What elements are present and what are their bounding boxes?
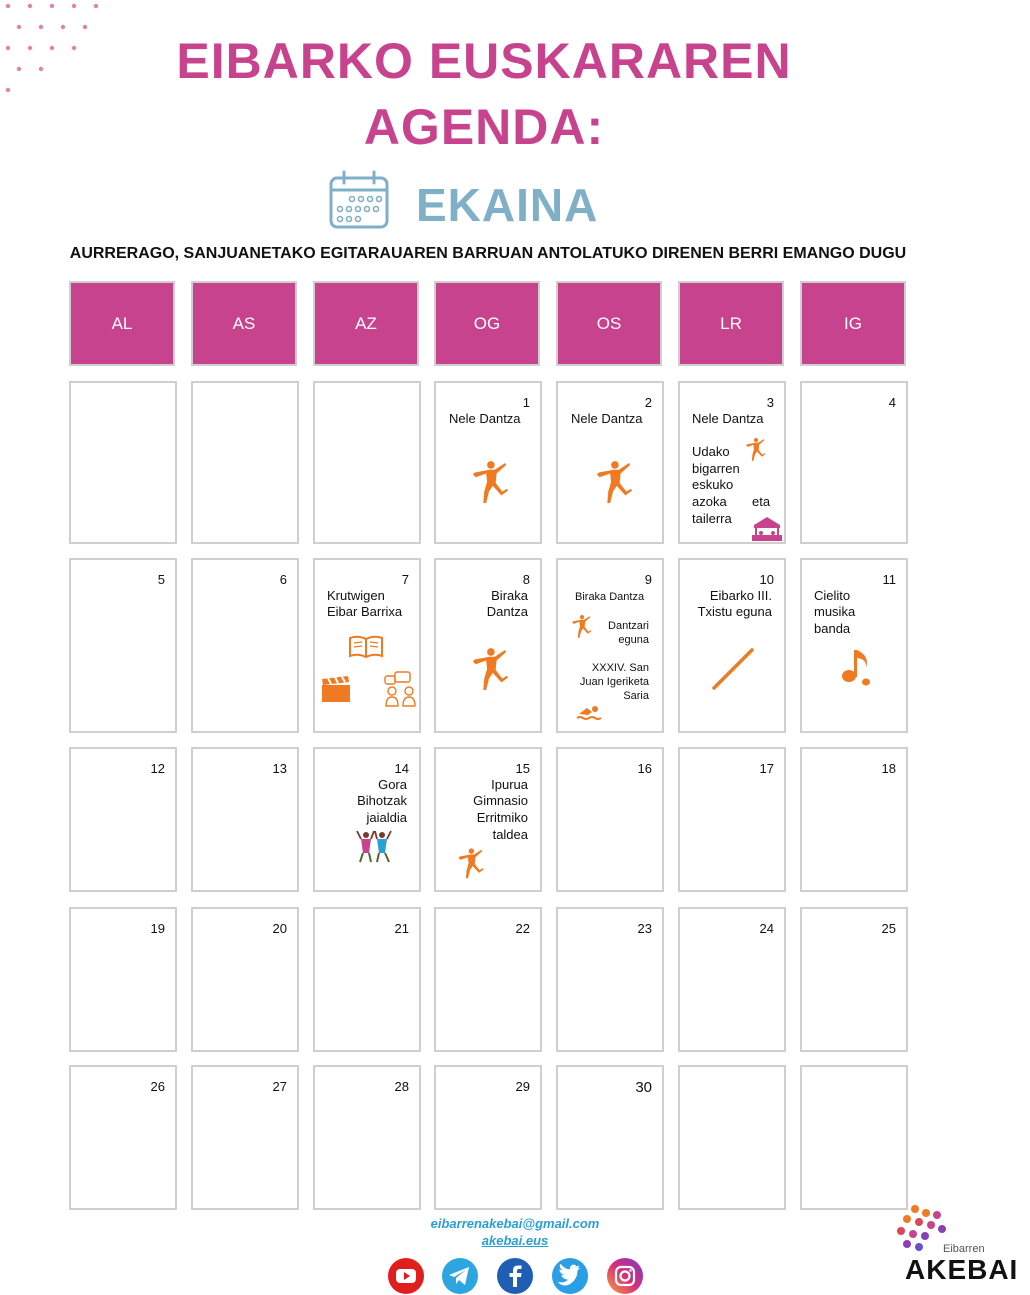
calendar-cell-day-16 <box>556 747 664 892</box>
event-biraka-dantza: Biraka Dantza <box>575 591 645 603</box>
day-number: 7 <box>401 572 409 587</box>
weekday-header-os: OS <box>556 281 662 366</box>
calendar-icon <box>328 170 390 230</box>
event-ipurua-line3: Erritmiko <box>476 810 528 825</box>
weekday-header-az: AZ <box>313 281 419 366</box>
day-number: 23 <box>637 921 652 936</box>
day-number: 26 <box>150 1079 165 1094</box>
calendar-cell-day-24 <box>678 907 786 1052</box>
facebook-icon[interactable] <box>496 1257 534 1295</box>
calendar-cell-day-10 <box>678 558 786 733</box>
event-udako-azoka-line2: bigarren <box>692 461 740 476</box>
day-number: 5 <box>157 572 165 587</box>
day-number: 15 <box>515 761 530 776</box>
page-title-line2: AGENDA: <box>363 99 605 155</box>
weekday-header-ig: IG <box>800 281 906 366</box>
calendar-cell-empty <box>800 1065 908 1210</box>
day-number: 3 <box>766 395 774 410</box>
day-number: 24 <box>759 921 774 936</box>
month-title: EKAINA <box>416 179 599 231</box>
event-igeriketa-line1: XXXIV. San <box>591 662 649 674</box>
clapperboard-icon <box>321 675 351 703</box>
calendar-cell-day-18 <box>800 747 908 892</box>
calendar-cell-day-11 <box>800 558 908 733</box>
dancer-icon <box>570 614 592 640</box>
event-nele-dantza: Nele Dantza <box>692 411 764 426</box>
music-note-icon <box>840 646 874 688</box>
youtube-icon[interactable] <box>387 1257 425 1295</box>
calendar-cell-day-2 <box>556 381 664 544</box>
day-number: 10 <box>759 572 774 587</box>
event-cielito-line2: musika <box>814 604 856 619</box>
event-gora-bihotzak-line3: jaialdia <box>366 810 407 825</box>
calendar-cell-day-29 <box>434 1065 542 1210</box>
calendar-cell-day-14 <box>313 747 421 892</box>
subtitle: AURRERAGO, SANJUANETAKO EGITARAUAREN BARRUAN ANTOLATUKO DIRENEN BERRI EMANGO DUGU <box>69 245 907 262</box>
day-number: 6 <box>279 572 287 587</box>
day-number: 17 <box>759 761 774 776</box>
day-number: 9 <box>644 572 652 587</box>
day-number: 30 <box>635 1079 652 1096</box>
day-number: 14 <box>394 761 409 776</box>
page-title-line1: EIBARKO EUSKARAREN <box>176 33 792 89</box>
day-number: 28 <box>394 1079 409 1094</box>
event-biraka-dantza-line1: Biraka <box>491 588 528 603</box>
event-ipurua-line1: Ipurua <box>491 777 528 792</box>
day-number: 16 <box>637 761 652 776</box>
event-ipurua-line2: Gimnasio <box>473 793 528 808</box>
event-ipurua-line4: taldea <box>492 827 528 842</box>
celebration-icon <box>357 829 393 863</box>
weekday-header-lr: LR <box>678 281 784 366</box>
logo-text: AKEBAI <box>905 1254 1019 1285</box>
day-number: 11 <box>882 572 896 587</box>
calendar-cell-empty <box>313 381 421 544</box>
calendar-cell-day-15 <box>434 747 542 892</box>
dancer-icon <box>594 459 632 507</box>
calendar-cell-day-21 <box>313 907 421 1052</box>
calendar-cell-day-6 <box>191 558 299 733</box>
day-number: 21 <box>394 921 409 936</box>
calendar-cell-empty <box>678 1065 786 1210</box>
weekday-header-og: OG <box>434 281 540 366</box>
calendar-cell-empty <box>191 381 299 544</box>
calendar-cell-day-23 <box>556 907 664 1052</box>
dancer-icon <box>470 459 508 507</box>
calendar-cell-day-22 <box>434 907 542 1052</box>
calendar-cell-day-9 <box>556 558 664 733</box>
calendar-cell-day-12 <box>69 747 177 892</box>
calendar-cell-day-7 <box>313 558 421 733</box>
event-udako-azoka-line5: tailerra <box>692 511 732 526</box>
event-cielito-line1: Cielito <box>814 588 851 603</box>
calendar-cell-day-25 <box>800 907 908 1052</box>
dancer-icon <box>470 646 508 694</box>
event-udako-azoka-line4b: eta <box>752 494 771 509</box>
day-number: 8 <box>522 572 530 587</box>
calendar-cell-day-4 <box>800 381 908 544</box>
calendar-cell-day-8 <box>434 558 542 733</box>
twitter-icon[interactable] <box>551 1257 589 1295</box>
calendar-cell-day-17 <box>678 747 786 892</box>
calendar-cell-day-5 <box>69 558 177 733</box>
event-gora-bihotzak-line1: Gora <box>378 777 407 792</box>
calendar-cell-day-28 <box>313 1065 421 1210</box>
event-dantzari-eguna-line2: eguna <box>618 634 649 646</box>
event-biraka-dantza-line2: Dantza <box>486 604 528 619</box>
day-number: 19 <box>150 921 165 936</box>
calendar-cell-empty <box>69 381 177 544</box>
weekday-header-al: AL <box>69 281 175 366</box>
day-number: 25 <box>881 921 896 936</box>
event-txistu-eguna-line1: Eibarko III. <box>709 588 772 603</box>
event-udako-azoka-line1: Udako <box>692 444 730 459</box>
instagram-icon[interactable] <box>606 1257 644 1295</box>
dancer-icon <box>456 847 484 881</box>
telegram-icon[interactable] <box>441 1257 479 1295</box>
event-dantzari-eguna-line1: Dantzari <box>608 620 649 632</box>
swimmer-icon <box>576 704 602 722</box>
calendar-cell-day-27 <box>191 1065 299 1210</box>
calendar-cell-day-13 <box>191 747 299 892</box>
day-number: 27 <box>272 1079 287 1094</box>
event-udako-azoka-line4: azoka <box>692 494 727 509</box>
calendar-cell-day-3 <box>678 381 786 544</box>
calendar-cell-day-20 <box>191 907 299 1052</box>
calendar-cell-day-26 <box>69 1065 177 1210</box>
event-igeriketa-line3: Saria <box>623 690 649 702</box>
day-number: 4 <box>888 395 896 410</box>
calendar-cell-day-1 <box>434 381 542 544</box>
event-nele-dantza: Nele Dantza <box>571 411 643 426</box>
event-txistu-eguna-line2: Txistu eguna <box>697 604 772 619</box>
event-igeriketa-line2: Juan Igeriketa <box>579 676 649 688</box>
event-eibar-barrixa: Eibar Barrixa <box>327 604 403 619</box>
day-number: 18 <box>881 761 896 776</box>
discussion-icon <box>383 670 419 708</box>
market-stall-icon <box>750 515 784 543</box>
event-cielito-line3: banda <box>814 621 851 636</box>
day-number: 22 <box>515 921 530 936</box>
day-number: 29 <box>515 1079 530 1094</box>
day-number: 12 <box>150 761 165 776</box>
book-icon <box>348 634 384 660</box>
logo-subtext: Eibarren <box>943 1243 985 1255</box>
event-krutwigen: Krutwigen <box>327 588 385 603</box>
day-number: 13 <box>272 761 287 776</box>
calendar-cell-day-30 <box>556 1065 664 1210</box>
event-nele-dantza: Nele Dantza <box>449 411 521 426</box>
dancer-icon <box>744 437 766 463</box>
day-number: 1 <box>522 395 530 410</box>
calendar-cell-day-19 <box>69 907 177 1052</box>
website-link[interactable]: akebai.eus <box>481 1233 549 1248</box>
event-gora-bihotzak-line2: Bihotzak <box>357 793 407 808</box>
day-number: 2 <box>644 395 652 410</box>
contact-email[interactable]: eibarrenakebai@gmail.com <box>430 1216 600 1231</box>
weekday-header-as: AS <box>191 281 297 366</box>
event-udako-azoka-line3: eskuko <box>692 477 734 492</box>
flute-icon <box>710 646 756 692</box>
day-number: 20 <box>272 921 287 936</box>
